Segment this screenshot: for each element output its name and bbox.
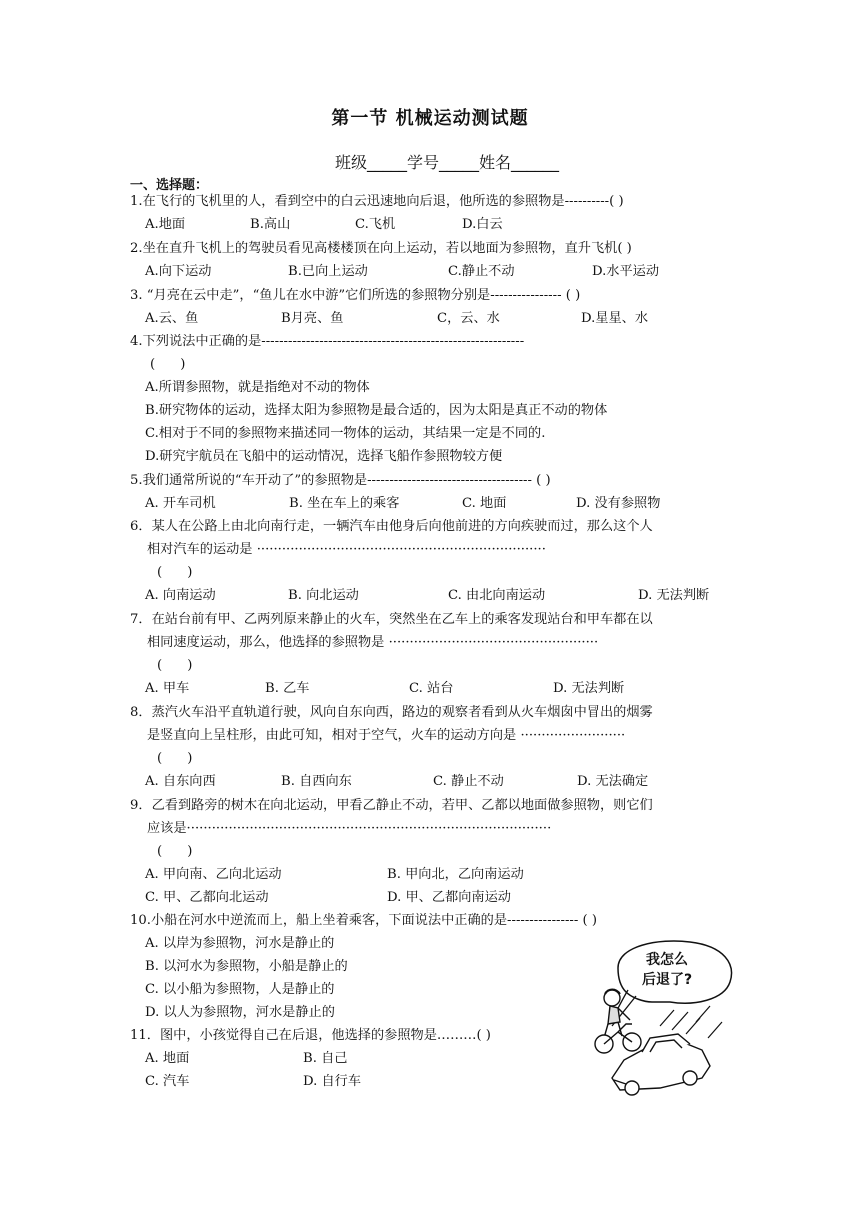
option: A. 开车司机: [145, 496, 216, 511]
option: D.水平运动: [592, 264, 660, 279]
option: D.白云: [462, 217, 503, 232]
answer-blank: ( ): [157, 658, 193, 673]
page-title: 第一节 机械运动测试题: [331, 108, 529, 129]
option: B.高山: [250, 217, 291, 232]
option: C. 由北向南运动: [448, 588, 546, 603]
option: A. 以岸为参照物，河水是静止的: [145, 936, 335, 951]
student-info-line: 班级_____学号_____姓名______: [335, 153, 560, 172]
option: D. 没有参照物: [576, 496, 661, 511]
question-11: 11．图中，小孩觉得自己在后退，他选择的参照物是………( ): [130, 1028, 491, 1043]
option: B. 甲向北，乙向南运动: [387, 867, 524, 882]
speech-text-line1: 我怎么: [646, 952, 688, 968]
option: D. 无法判断: [553, 681, 625, 696]
question-8: 8．蒸汽火车沿平直轨道行驶，风向自东向西，路边的观察者看到从火车烟囱中冒出的烟雾: [130, 705, 653, 720]
option: C. 汽车: [145, 1074, 190, 1089]
option: C.静止不动: [448, 264, 515, 279]
option: B月亮、鱼: [281, 311, 344, 326]
option: B. 坐在车上的乘客: [289, 496, 400, 511]
option: A. 甲车: [145, 681, 190, 696]
child-bicycle-car-illustration: [590, 938, 740, 1098]
question-6-continued: 相对汽车的运动是 ·····································································: [147, 542, 546, 557]
answer-blank: ( ): [150, 357, 186, 372]
question-6: 6．某人在公路上由北向南行走，一辆汽车由他身后向他前进的方向疾驶而过，那么这个人: [130, 519, 653, 534]
option: D. 无法确定: [577, 774, 649, 789]
question-5: 5.我们通常所说的“车开动了”的参照物是------------------------------------- ( ): [130, 473, 551, 488]
option: D. 自行车: [303, 1074, 362, 1089]
answer-blank: ( ): [157, 751, 193, 766]
option: A.所谓参照物，就是指绝对不动的物体: [145, 380, 370, 395]
option: C.相对于不同的参照物来描述同一物体的运动，其结果一定是不同的.: [145, 426, 546, 441]
option: D. 以人为参照物，河水是静止的: [145, 1005, 335, 1020]
option: C. 地面: [462, 496, 507, 511]
question-4: 4.下列说法中正确的是-----------------------------------------------------------: [130, 334, 525, 349]
answer-blank: ( ): [157, 844, 193, 859]
option: A.地面: [145, 217, 186, 232]
option: A. 向南运动: [145, 588, 216, 603]
option: B. 以河水为参照物，小船是静止的: [145, 959, 348, 974]
motion-lines: [660, 1006, 722, 1038]
option: A.向下运动: [145, 264, 212, 279]
question-3: 3. “月亮在云中走”，“鱼儿在水中游”它们所选的参照物分别是---------------- ( ): [130, 288, 581, 303]
option: B.已向上运动: [288, 264, 368, 279]
option: C. 以小船为参照物，人是静止的: [145, 982, 335, 997]
option: D. 无法判断: [638, 588, 710, 603]
option: B. 向北运动: [288, 588, 359, 603]
question-8-continued: 是竖直向上呈柱形，由此可知，相对于空气，火车的运动方向是 ·························: [147, 728, 626, 743]
question-7: 7．在站台前有甲、乙两列原来静止的火车，突然坐在乙车上的乘客发现站台和甲车都在以: [130, 612, 653, 627]
option: A.云、鱼: [145, 311, 199, 326]
option: D. 甲、乙都向南运动: [387, 890, 511, 905]
option: C. 静止不动: [433, 774, 504, 789]
option: A. 自东向西: [145, 774, 216, 789]
question-2: 2.坐在直升飞机上的驾驶员看见高楼楼顶在向上运动，若以地面为参照物，直升飞机( ): [130, 241, 632, 256]
answer-blank: ( ): [157, 565, 193, 580]
section-heading: 一、选择题：: [130, 178, 209, 193]
option: B.研究物体的运动，选择太阳为参照物是最合适的，因为太阳是真正不动的物体: [145, 403, 608, 418]
option: B. 自己: [303, 1051, 348, 1066]
question-9: 9．乙看到路旁的树木在向北运动，甲看乙静止不动，若甲、乙都以地面做参照物，则它们: [130, 798, 653, 813]
speech-text-line2: 后退了?: [642, 972, 693, 988]
option: D.研究宇航员在飞船中的运动情况，选择飞船作参照物较方便: [145, 449, 503, 464]
option: D.星星、水: [581, 311, 649, 326]
option: A. 地面: [145, 1051, 190, 1066]
option: A. 甲向南、乙向北运动: [145, 867, 282, 882]
option: C. 甲、乙都向北运动: [145, 890, 269, 905]
option: B. 乙车: [265, 681, 310, 696]
question-10: 10.小船在河水中逆流而上，船上坐着乘客，下面说法中正确的是---------------- ( ): [130, 913, 598, 928]
option: C. 站台: [409, 681, 454, 696]
option: C，云、水: [437, 311, 500, 326]
question-7-continued: 相同速度运动，那么，他选择的参照物是 ··················································: [147, 635, 599, 650]
option: B. 自西向东: [281, 774, 352, 789]
option: C.飞机: [355, 217, 396, 232]
question-1: 1.在飞行的飞机里的人，看到空中的白云迅速地向后退，他所选的参照物是----------( ): [130, 194, 624, 209]
question-9-continued: 应该是·······················································································: [147, 821, 552, 836]
